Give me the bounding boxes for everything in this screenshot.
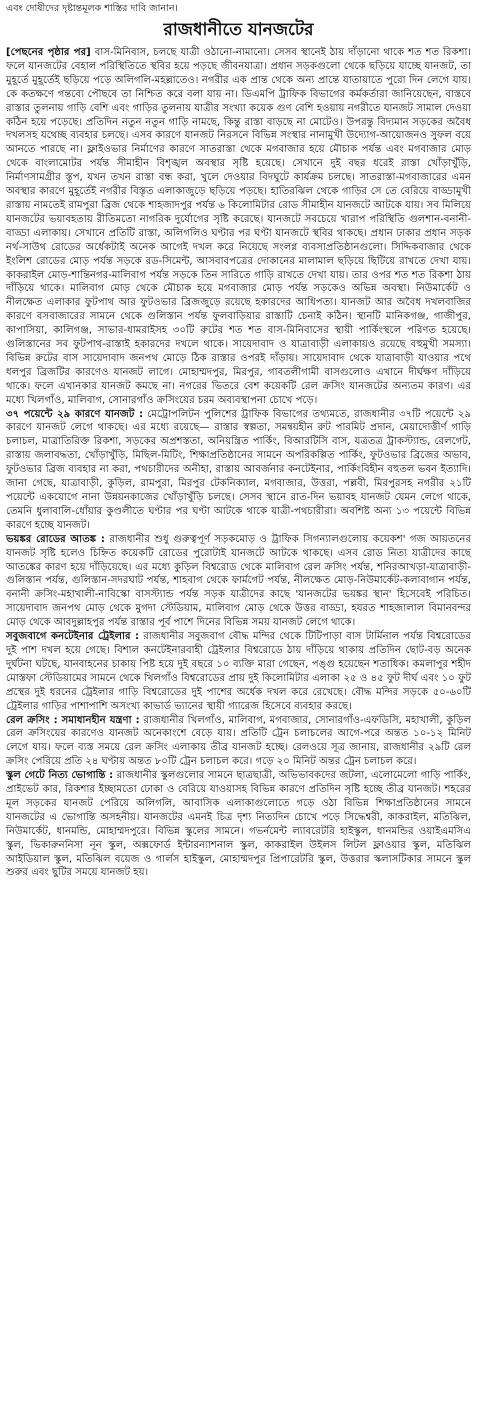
article-paragraph <box>6 630 471 713</box>
subheading: ৩৭ পয়েন্টে ২৯ কারণে যানজট : <box>6 408 143 420</box>
previous-article-tail: এবং দোষীদের দৃষ্টান্তমূলক শাস্তির দাবি জানান। <box>6 3 178 14</box>
paragraph-text: রাজধানীর শুধু গুরুত্বপূর্ণ সড়কমোড় ও ট্রাফিক সিগন্যালগুলোয় কয়েকশ' গজ আয়তনের যানজট সৃষ্টি হলেও চিহ্নিত কয়েকটি রোডের পুরোটাই যানজটে আটকে থাকছে। এসব রোড নিত্য যাত্রীদের কাছে আতঙ্কের কারণ হয়ে দাঁড়িয়েছে। এর মধ্যে কুড়িল বিশ্বরোড থেকে মালিবাগ রেল ক্রসিং পর্যন্ত, শনিরআখড়া-যাত্রাবাড়ী-গুলিস্তান পর্যন্ত, গুলিস্তান-সদরঘাট পর্যন্ত, শাহবাগ থেকে ফার্মগেট পর্যন্ত, নীলক্ষেত মোড়-নিউমার্কেট-কলাবাগান পর্যন্ত, বনানী ক্রসিং-মহাখালী-নাবিস্কো বাসস্ট্যান্ড পর্যন্ত সড়ক যাত্রীদের কাছে 'যানজটের ভয়ঙ্কর স্থান' হিসেবেই পরিচিত। সায়েদাবাদ জনপথ মোড় থেকে মুগদা স্টেডিয়াম, মালিবাগ মোড় থেকে উত্তর বাড্ডা, হযরত শাহজালাল বিমানবন্দর মোড় থেকে আবদুল্লাহপুর পর্যন্ত রাস্তার পূর্ব পাশে দিনের বিভিন্ন সময় যানজট লেগে থাকে। <box>6 533 471 629</box>
article-paragraph <box>6 533 471 630</box>
headline: রাজধানীতে যানজটের <box>163 20 314 40</box>
article-paragraph <box>6 714 471 770</box>
paragraph-text: রাজধানীর সবুজবাগ বৌদ্ধ মন্দির থেকে টিটিপাড়া বাস টার্মিনাল পর্যন্ত বিশ্বরোডের দুই পাশ দখল হয়ে গেছে। বিশাল কনটেইনারবাহী ট্রেইলার বিশ্বরোডে ঠায় দাঁড়িয়ে থাকায় প্রতিদিন ছোট-বড় অনেক দুর্ঘটনা ঘটছে, যানবাহনের চাকায় পিষ্ট হয়ে দুই বছরে ১০ ব্যক্তি মারা গেছেন, পঙ্গু হয়েছেন শতাধিক। কমলাপুর শহীদ মোস্তফা স্টেডিয়ামের সামনে থেকে খিলগাঁও বিশ্বরোডের প্রায় দুই কিলোমিটার এলাকা ২৫ ও ৪৫ ফুট দীর্ঘ এবং ১০ ফুট প্রস্থের দুই ধরনের ট্রেইলার গাড়ি বিশ্বরোডের দুই পাশের অর্ধেক দখল করে রেখেছে। বৌদ্ধ মন্দির সড়কে ৫০-৬০টি ট্রেইলার গাড়ির পাশাপাশি অসংখ্য কাভার্ড ভ্যানের স্থায়ী গ্যারেজ হিসেবে ব্যবহার করছে। <box>6 631 471 712</box>
paragraph-text: মেট্রোপলিটন পুলিশের ট্রাফিক বিভাগের তথ্যমতে, রাজধানীর ৩৭টি পয়েন্টে ২৯ কারণে যানজট লেগে থাকছে। এর মধ্যে রয়েছে— রাস্তার স্বল্পতা, সমন্বয়হীন রুট পারমিট প্রদান, মেয়াদোত্তীর্ণ গাড়ি চলাচল, মাত্রাতিরিক্ত রিকশা, সড়কের অপ্রশস্ততা, অনিয়ন্ত্রিত পার্কিং, বিআরটিসি বাস, যত্রতত্র ট্রাকস্ট্যান্ড, রেলগেট, রাস্তায় জলাবদ্ধতা, খোঁড়াখুঁড়ি, মিছিল-মিটিং, শিক্ষাপ্রতিষ্ঠানের সামনে অপরিকল্পিত পার্কিং, ফুটওভার ব্রিজের অভাব, ফুটওভার ব্রিজ ব্যবহার না করা, পথচারীদের অনীহা, রাস্তায় আবর্জনার কনটেইনার, পার্কিংবিহীন বহুতল ভবন ইত্যাদি। জানা গেছে, যাত্রাবাড়ী, কুড়িল, রামপুরা, মিরপুর টেকনিক্যাল, মগবাজার, উত্তরা, পল্লবী, মিরপুরসহ নগরীর ২১টি পয়েন্টে একযোগে নানা উন্নয়নকাজের খোঁড়াখুঁড়ি চলছে। সেসব স্থানে রাত-দিন ভয়াবহ যানজট যেমন লেগে থাকে, তেমনি ধুলাবালি-ধোঁয়ার কুণ্ডলীতে ঘণ্টার পর ঘণ্টা আটকে থাকে যাত্রী-পথচারীরা। অবশিষ্ট অন্য ১৩ পয়েন্টে বিভিন্ন কারণে হচ্ছে যানজট। <box>6 408 471 531</box>
paragraph-text: রাজধানীর স্কুলগুলোর সামনে ছাত্রছাত্রী, অভিভাবকদের জটলা, এলোমেলো গাড়ি পার্কিং, প্রাইভেট কার, রিকশার ইচ্ছামতো ঢোকা ও বেরিয়ে যাওয়াসহ বিভিন্ন কারণে প্রতিদিন সৃষ্টি হচ্ছে তীব্র যানজট। শহরের মূল সড়কের যানজট পেরিয়ে অলিগলি, আবাসিক এলাকাগুলোতে গড়ে ওঠা বিভিন্ন শিক্ষাপ্রতিষ্ঠানের সামনে যানজটের এ ভোগান্তি অসহনীয়। যানজটের এমনই চিত্র দৃশ্য নিত্যদিন চোখে পড়ে সিদ্ধেশ্বরী, কাকরাইল, মতিঝিল, নিউমার্কেট, ধানমন্ডি, মোহাম্মদপুরে। বিভিন্ন স্কুলের সামনে। গভর্নমেন্ট ল্যাবরেটরি হাইস্কুল, ধানমন্ডির ওয়াইএমসিএ স্কুল, ভিকারুননিসা নূন স্কুল, অক্সফোর্ড ইন্টারন্যাশনাল স্কুল, কাকরাইল উইলস লিটল ফ্লাওয়ার স্কুল, মতিঝিল আইডিয়াল স্কুল, মতিঝিল বয়েজ ও গার্লস হাইস্কুল, মোহাম্মদপুর প্রিপারেটরি স্কুল, উত্তরার স্কলাসটিকার সামনে স্কুল শুরুর এবং ছুটির সময়ে যানজট হয়। <box>6 770 471 879</box>
paragraph-text: রাজধানীর খিলগাঁও, মালিবাগ, মগবাজার, সোনারগাঁও-এফডিসি, মহাখালী, কুড়িল রেল ক্রসিংয়ের কারণেও যানজট অনেকাংশে বেড়ে যায়। প্রতিটি ট্রেন চলাচলের আগে-পরে অন্তত ১০-১২ মিনিট লেগে যায়। ফলে ব্যস্ত সময়ে রেল ক্রসিং এলাকায় তীব্র যানজট হচ্ছে। রেলওয়ে সূত্র জানায়, রাজধানীর ২৯টি রেল ক্রসিং পেরিয়ে প্রতি ২৪ ঘণ্টায় অন্তত ৮০টি ট্রেন চলাচল করে। গড়ে ২০ মিনিট অন্তর ট্রেন চলাচল করে। <box>6 714 471 768</box>
article-body <box>6 46 471 880</box>
subheading: স্কুল গেটে নিত্য ভোগান্তি : <box>6 770 114 782</box>
paragraph-text: বাস-মিনিবাস, চলছে যাত্রী ওঠানো-নামানো। সেসব স্থানেই ঠায় দাঁড়ানো থাকে শত শত রিকশা। ফলে যানজটের বেহাল পরিস্থিতিতে স্থবির হয়ে পড়ছে জীবনযাত্রা। প্রধান সড়কগুলো থেকে ছড়িয়ে যাচ্ছে যানজট, তা মুহূর্তে মুহূর্তেই ছড়িয়ে পড়ে অলিগলি-মহল্লাতেও। নগরীর এক প্রান্ত থেকে অন্য প্রান্তে যাতায়াতে পুরো দিন লেগে যায়। কে কতক্ষণে গন্তব্যে পৌছবে তা নিশ্চিত করে বলা যায় না। ডিএমপি ট্রাফিক বিভাগের কর্মকর্তারা জানিয়েছেন, বাস্তবে রাস্তার তুলনায় গাড়ি বেশি এবং গাড়ির তুলনায় যাত্রীর সংখ্যা কয়েক গুণ বেশি হওয়ায় নগরীতে যানজট সামাল দেওয়া কঠিন হয়ে পড়েছে। প্রতিদিন নতুন নতুন গাড়ি নামছে, কিন্তু রাস্তা বাড়ছে না মোটেও। উপরন্তু বিদ্যমান সড়কের অবৈধ দখলসহ যথেচ্ছ ব্যবহার চলছে। এসব কারণে যানজট নিরসনে বিভিন্ন সংস্থার নানামুখী উদ্যোগ-আয়োজনও সুফল বয়ে আনতে পারছে না। ফ্লাইওভার নির্মাণের কারণে সাতরাস্তা থেকে মগবাজার হয়ে মৌচাক পর্যন্ত এবং মগবাজার মোড় থেকে বাংলামোটর পর্যন্ত সীমাহীন বিশৃঙ্খল অবস্থার সৃষ্টি হয়েছে। সেখানে দুই বছর ধরেই রাস্তা খোঁড়াখুঁড়ি, নির্মাণসামগ্রীর স্তূপ, যখন তখন রাস্তা বন্ধ করা, খুলে দেওয়ার বিদঘুটে কার্যক্রম চলছে। সাতরাস্তা-মগবাজারের এমন অবস্থার কারণে মুহূর্তেই নগরীর বিস্তৃত এলাকাজুড়ে ছড়িয়ে পড়ছে। হাতিরঝিল থেকে গাড়ির সে তে বেরিয়ে বাড্ডামুখী রাস্তায় নামতেই রামপুরা ব্রিজ থেকে শাহজাদপুর পর্যন্ত ৬ কিলোমিটার রোড সীমাহীন যানজটে আটকে যায়। সব মিলিয়ে যানজটের ভয়াবহতায় রীতিমতো নাগরিক দুর্যোগের সৃষ্টি করেছে। যানজটে সবচেয়ে খারাপ পরিস্থিতি গুলশান-বনানী-বাড্ডা এলাকায়। সেখানে প্রতিটি রাস্তা, অলিগলিও ঘণ্টার পর ঘণ্টা যানজটে স্থবির থাকছে। প্রধান ঢাকার প্রধান সড়ক নর্থ-সাউথ রোডের অর্ধেকটাই অনেক আগেই দখল করে নিয়েছে সংলগ্ন ব্যবসাপ্রতিষ্ঠানগুলো। সিদ্দিকবাজার থেকে ইংলিশ রোডের মোড় পর্যন্ত সড়কে রড-সিমেন্ট, আসবাবপত্রের দোকানের মালামাল ছড়িয়ে ছিটিয়ে রাখতে দেখা যায়। কাকরাইল মোড়-শান্তিনগর-মালিবাগ পর্যন্ত সড়কে তিন সারিতে গাড়ি রাখতে দেখা যায়। তার ওপর শত শত রিকশা ঠায় দাঁড়িয়ে থাকে। মালিবাগ মোড় থেকে মৌচাক হয়ে মগবাজার মোড় পর্যন্ত সড়কেও অভিন্ন অবস্থা। নিউমার্কেট ও নীলক্ষেত এলাকার ফুটপাথ আর ফুটওভার ব্রিজজুড়ে রয়েছে হকারদের আধিপত্য। যানজট আর অবৈধ দখলবাজির কারণে বসবাজারের সামনে থেকে গুলিস্তান পর্যন্ত ফুলবাড়িয়ার রাস্তাটি চেনাই কঠিন। স্থানটি মানিকগঞ্জ, গাজীপুর, কাপাসিয়া, কালিগঞ্জ, সাভার-ধামরাইসহ ৩০টি রুটের শত শত বাস-মিনিবাসের স্থায়ী পার্কিংস্থলে পরিণত হয়েছে। গুলিস্তানের সব ফুটপাথ-রাস্তাই হকারদের দখলে থাকে। সায়েদাবাদ ও যাত্রাবাড়ী এলাকায়ও রয়েছে বহুমুখী সমস্যা। বিভিন্ন রুটের বাস সায়েদাবাদ জনপথ মোড়ে ঠিক রাস্তার ওপরই দাঁড়ায়। সায়েদাবাদ থেকে যাত্রাবাড়ী যাওয়ার পথে ধলপুর ব্রিজটির কারণেও যানজট লাগে। মোহাম্মদপুর, মিরপুর, গাবতলীগামী বাসগুলোও এখানে দীর্ঘক্ষণ দাঁড়িয়ে থাকে। ফলে এখানকার যানজট কমছে না। নগরের ভিতরে বেশ কয়েকটি রেল ক্রসিং যানজটের অন্যতম কারণ। এর মধ্যে খিলগাঁও, মালিবাগ, সোনারগাঁও ক্রসিংয়ের চরম অব্যবস্থাপনা চোখে পড়ে। <box>6 47 472 406</box>
article-paragraph <box>6 408 471 533</box>
article-paragraph <box>6 46 471 408</box>
subheading: সবুজবাগে কনটেইনার ট্রেইলার : <box>6 631 140 643</box>
article-paragraph <box>6 769 471 880</box>
subheading: ভয়ঙ্কর রোডের আতঙ্ক : <box>6 533 105 545</box>
continuation-marker: [পেছনের পৃষ্ঠার পর] <box>6 47 91 58</box>
subheading: রেল ক্রসিং : সমাধানহীন যন্ত্রণা : <box>6 714 140 726</box>
